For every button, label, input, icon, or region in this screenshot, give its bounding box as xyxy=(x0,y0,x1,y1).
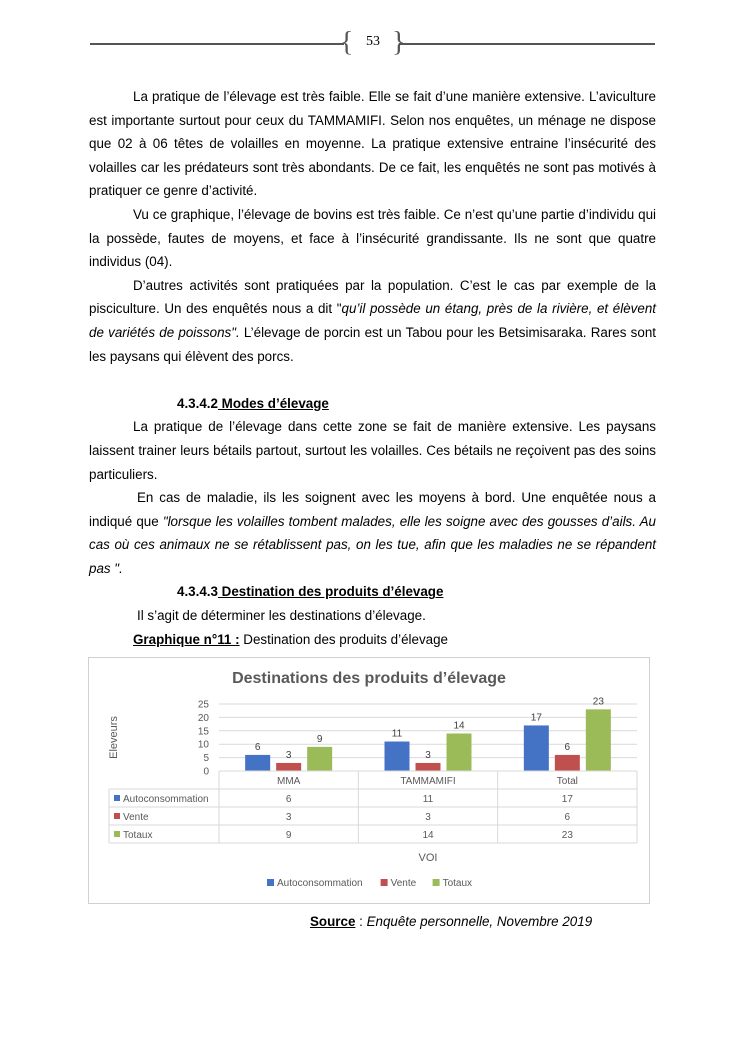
data-label: 3 xyxy=(285,749,292,761)
table-cell: 6 xyxy=(564,812,571,823)
bar-vente-total xyxy=(555,755,580,771)
y-tick-label: 5 xyxy=(203,753,209,765)
legend-label: Autoconsommation xyxy=(277,878,363,889)
y-tick-label: 0 xyxy=(203,766,209,778)
source-line xyxy=(310,914,592,929)
heading-destination xyxy=(89,580,656,604)
paragraph-pisciculture xyxy=(89,274,656,368)
bar-vente-tammamifi xyxy=(416,763,441,771)
source-text: Enquête personnelle, Novembre 2019 xyxy=(366,914,593,929)
data-label: 6 xyxy=(564,741,571,753)
heading-number: 4.3.4.2 xyxy=(177,395,218,411)
bar-vente-mma xyxy=(276,763,301,771)
caption-text: Destination des produits d’élevage xyxy=(239,631,448,647)
table-legend-key xyxy=(114,813,120,819)
legend-label: Vente xyxy=(390,878,417,889)
table-cell: 3 xyxy=(425,812,431,823)
figure-caption xyxy=(89,628,656,652)
legend-key xyxy=(381,879,388,886)
pisciculture-text-end: L’élevage de porcin est un Tabou pour les Betsimisaraka. Rares sont les paysans qui élèvent des porcs. xyxy=(89,324,656,364)
source-label: Source xyxy=(310,914,356,929)
table-cell: 3 xyxy=(285,812,292,823)
data-label: 11 xyxy=(391,728,403,740)
bar-totaux-total xyxy=(586,709,611,771)
y-axis-label: Eleveurs xyxy=(108,716,120,759)
table-cell: 23 xyxy=(561,830,573,841)
table-cell: 17 xyxy=(561,794,573,805)
chart-title: Destinations des produits d’élevage xyxy=(232,670,506,687)
data-label: 17 xyxy=(530,712,542,724)
bar-autoconsommation-mma xyxy=(245,755,270,771)
paragraph-objectif: Il s’agit de déterminer les destinations d’élevage. xyxy=(137,608,426,624)
bracket-left: { xyxy=(340,27,354,58)
data-label: 6 xyxy=(254,741,261,753)
data-label: 3 xyxy=(425,749,431,761)
x-axis-label: VOI xyxy=(418,852,438,864)
table-row-label: Autoconsommation xyxy=(123,794,209,805)
heading-number: 4.3.4.3 xyxy=(177,584,218,600)
heading-title: Modes d’élevage xyxy=(217,395,329,411)
body-text xyxy=(89,85,656,651)
header-rule-left xyxy=(90,43,344,45)
bar-totaux-mma xyxy=(307,747,332,771)
bar-totaux-tammamifi xyxy=(447,733,472,771)
y-tick-label: 25 xyxy=(197,699,209,711)
caption-label: Graphique n°11 : xyxy=(133,631,240,647)
heading-title: Destination des produits d’élevage xyxy=(217,584,444,600)
table-row-label: Totaux xyxy=(123,830,153,841)
chart-container xyxy=(88,657,650,904)
maladie-quote: "lorsque les volailles tombent malades, elle les soigne avec des gousses d’ails. Au cas où ces animaux ne se rétablissent pas, on les tue, afin que les maladies ne se répandent pas ". xyxy=(89,513,657,576)
y-tick-label: 20 xyxy=(197,712,209,724)
table-legend-key xyxy=(114,795,120,801)
paragraph-aviculture: La pratique de l’élevage est très faible. Elle se fait d’une manière extensive. L’aviculture est importante surtout pour ceux du TAMMAMIFI. Selon nos enquêtes, un ménage ne dispose que 02 à 06 têtes de volailles en moyenne. La pratique extensive entraine l’insécurité des volailles car les prédateurs sont très abondants. De ce fait, les enquêtés ne sont pas motivés à pratiquer ce genre d’activité. xyxy=(89,89,656,199)
bar-autoconsommation-total xyxy=(524,725,549,771)
table-row-label: Vente xyxy=(123,812,149,823)
maladie-text: En cas de maladie, ils les soignent avec les moyens à bord. Une enquêtée nous a indiqué que xyxy=(89,490,656,529)
paragraph-maladie xyxy=(89,486,656,580)
table-legend-key xyxy=(114,831,120,837)
table-cell: 9 xyxy=(285,830,292,841)
bracket-right: } xyxy=(392,27,406,58)
table-cell: 6 xyxy=(285,794,292,805)
legend-key xyxy=(267,879,274,886)
paragraph-pratique-extensive: La pratique de l’élevage dans cette zone se fait de manière extensive. Les paysans laissent trainer leurs bétails partout, surtout les volailles. Ces bétails ne reçoivent pas des soins particuliers. xyxy=(89,419,656,482)
data-label: 9 xyxy=(316,733,323,745)
legend-label: Totaux xyxy=(442,878,473,889)
paragraph-bovins: Vu ce graphique, l’élevage de bovins est très faible. Ce n’est qu’une partie d’individu qui la possède, fautes de moyens, et face à l’insécurité grandissante. Ils ne sont que quatre individus (04). xyxy=(89,206,656,270)
bar-autoconsommation-tammamifi xyxy=(385,742,410,771)
legend-key xyxy=(433,879,440,886)
heading-modes-elevage xyxy=(89,392,656,416)
x-tick-label: Total xyxy=(556,776,578,787)
header-rule-right xyxy=(399,43,655,45)
data-label: 14 xyxy=(453,720,465,732)
pisciculture-text: D’autres activités sont pratiquées par la population. C’est le cas par exemple de la pisciculture. Un des enquêtés nous a dit " xyxy=(89,277,656,317)
x-tick-label: TAMMAMIFI xyxy=(400,776,456,787)
y-tick-label: 15 xyxy=(197,726,209,738)
x-tick-label: MMA xyxy=(276,776,301,787)
table-cell: 11 xyxy=(422,794,434,805)
pisciculture-quote: qu’il possède un étang, près de la rivière, et élèvent de variétés de poissons". xyxy=(89,301,656,340)
bar-chart xyxy=(89,658,649,903)
data-label: 23 xyxy=(592,696,604,708)
y-tick-label: 10 xyxy=(197,739,209,751)
page-number: 53 xyxy=(366,34,380,49)
source-separator: : xyxy=(355,914,367,929)
table-cell: 14 xyxy=(422,830,434,841)
